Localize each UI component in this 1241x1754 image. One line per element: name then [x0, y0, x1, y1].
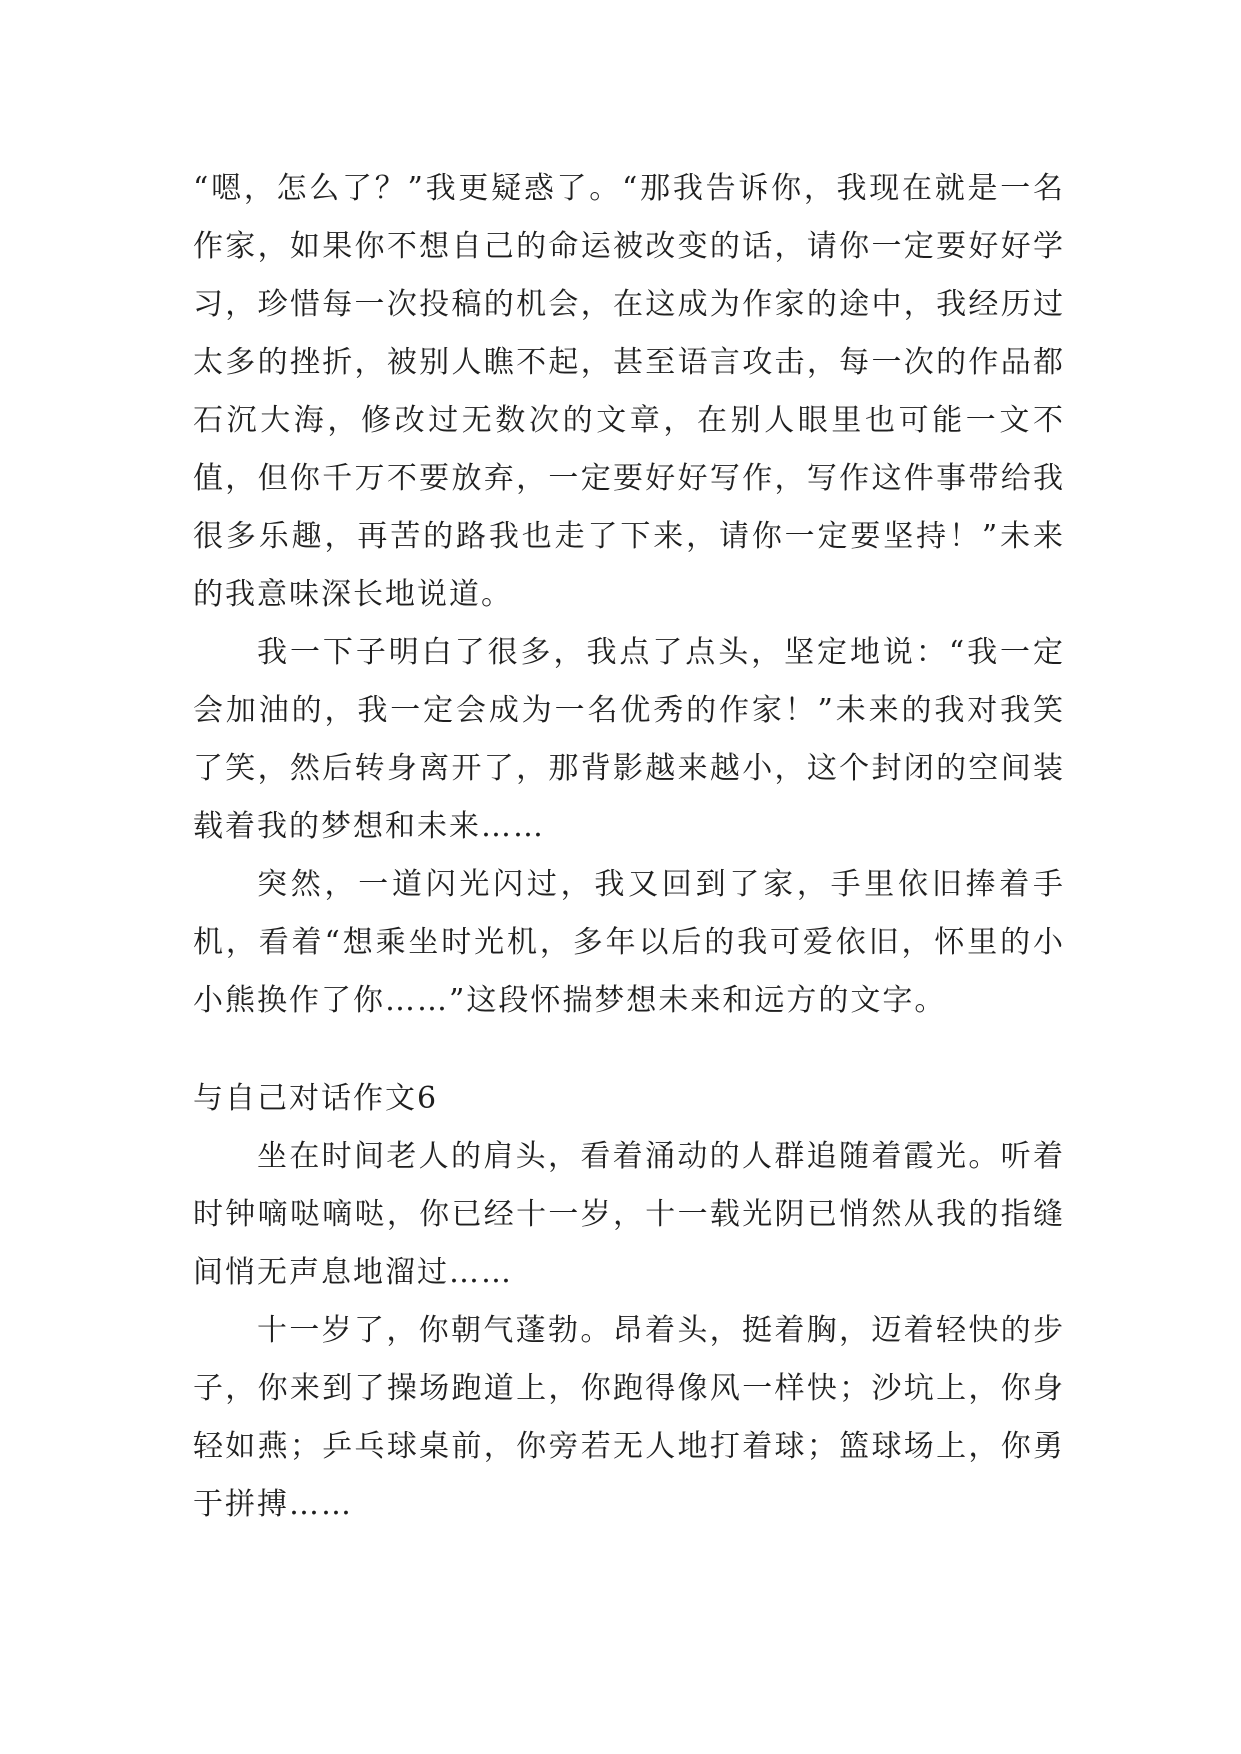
document-body: [193, 160, 1065, 1534]
paragraph-3: 突然，一道闪光闪过，我又回到了家，手里依旧捧着手机，看着“想乘坐时光机，多年以后的我可爱依旧，怀里的小小熊换作了你……”这段怀揣梦想未来和远方的文字。: [193, 867, 1065, 1018]
paragraph-4: 坐在时间老人的肩头，看着涌动的人群追随着霞光。听着时钟嘀哒嘀哒，你已经十一岁，十一载光阴已悄然从我的指缝间悄无声息地溜过……: [193, 1139, 1065, 1290]
section-heading: 与自己对话作文6: [193, 1081, 439, 1116]
paragraph-2: 我一下子明白了很多，我点了点头，坚定地说：“我一定会加油的，我一定会成为一名优秀的作家！”未来的我对我笑了笑，然后转身离开了，那背影越来越小，这个封闭的空间装载着我的梦想和未来……: [193, 635, 1065, 844]
paragraph-5: 十一岁了，你朝气蓬勃。昂着头，挺着胸，迈着轻快的步子，你来到了操场跑道上，你跑得像风一样快；沙坑上，你身轻如燕；乒乓球桌前，你旁若无人地打着球；篮球场上，你勇于拼搏……: [193, 1313, 1065, 1522]
paragraph-1: “嗯，怎么了？”我更疑惑了。“那我告诉你，我现在就是一名作家，如果你不想自己的命运被改变的话，请你一定要好好学习，珍惜每一次投稿的机会，在这成为作家的途中，我经历过太多的挫折，被别人瞧不起，甚至语言攻击，每一次的作品都石沉大海，修改过无数次的文章，在别人眼里也可能一文不值，但你千万不要放弃，一定要好好写作，写作这件事带给我很多乐趣，再苦的路我也走了下来，请你一定要坚持！”未来的我意味深长地说道。: [193, 171, 1065, 612]
